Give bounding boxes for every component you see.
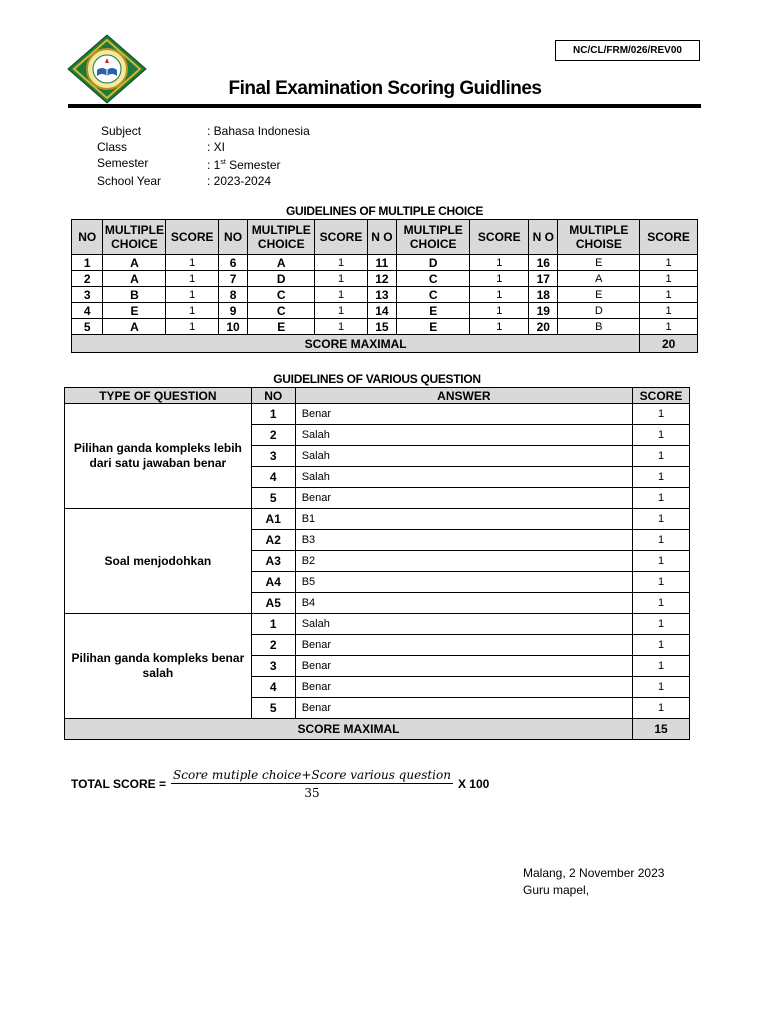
info-class: Class : XI [97,140,226,154]
mc-header-cell: NO [72,220,103,255]
mc-question-number: 5 [72,319,103,335]
info-school-year: School Year : 2023-2024 [97,174,272,188]
mc-score: 1 [470,271,529,287]
mc-question-number: 15 [367,319,396,335]
mc-question-number: 1 [72,255,103,271]
exam-info [97,123,310,189]
mc-score: 1 [315,303,367,319]
mc-header-cell: MULTIPLE CHOICE [248,220,315,255]
question-type: Pilihan ganda kompleks benar salah [65,614,252,719]
various-answer: Benar [295,635,632,656]
mc-answer-key: D [558,303,640,319]
mc-row [72,303,698,319]
mc-answer-key: A [103,255,166,271]
various-row [65,614,690,635]
mc-score: 1 [315,271,367,287]
mc-score-maximal-label: SCORE MAXIMAL [72,335,640,353]
mc-answer-key: D [248,271,315,287]
various-header-cell: TYPE OF QUESTION [65,388,252,404]
mc-score-maximal-value: 20 [640,335,698,353]
signature-block [523,865,664,899]
mc-question-number: 3 [72,287,103,303]
various-question-number: 1 [251,404,295,425]
various-question-number: 4 [251,677,295,698]
various-answer: Benar [295,698,632,719]
mc-score: 1 [640,303,698,319]
various-score: 1 [633,677,690,698]
various-score: 1 [633,467,690,488]
mc-score: 1 [640,319,698,335]
various-question-number: 2 [251,425,295,446]
various-score: 1 [633,488,690,509]
mc-score: 1 [640,271,698,287]
various-score: 1 [633,593,690,614]
page-title: Final Examination Scoring Guidlines [228,78,542,99]
mc-answer-key: E [248,319,315,335]
mc-score: 1 [166,319,218,335]
various-question-number: A3 [251,551,295,572]
various-question-number: 4 [251,467,295,488]
various-question-number: A1 [251,509,295,530]
various-row [65,404,690,425]
various-question-number: 3 [251,446,295,467]
mc-answer-key: A [558,271,640,287]
mc-answer-key: E [397,303,470,319]
mc-header-cell: MULTIPLE CHOICE [103,220,166,255]
signature-place-date: Malang, 2 November 2023 [523,866,665,880]
mc-row [72,319,698,335]
various-score: 1 [633,635,690,656]
mc-section-title: GUIDELINES OF MULTIPLE CHOICE [285,204,484,218]
various-score: 1 [633,530,690,551]
question-type: Soal menjodohkan [65,509,252,614]
various-question-number: 5 [251,488,295,509]
mc-question-number: 8 [218,287,247,303]
mc-score: 1 [470,255,529,271]
various-question-number: A5 [251,593,295,614]
various-question-number: A4 [251,572,295,593]
document-code: NC/CL/FRM/026/REV00 [555,40,700,61]
various-answer: B1 [295,509,632,530]
mc-score: 1 [470,303,529,319]
mc-question-number: 6 [218,255,247,271]
various-answer: Benar [295,656,632,677]
various-score: 1 [633,614,690,635]
title-divider [68,104,701,108]
mc-score: 1 [640,287,698,303]
mc-answer-key: E [558,255,640,271]
mc-score: 1 [315,255,367,271]
various-answer: B5 [295,572,632,593]
various-answer: Salah [295,425,632,446]
mc-score: 1 [166,271,218,287]
formula-label: TOTAL SCORE = [71,777,167,791]
various-score: 1 [633,509,690,530]
mc-row [72,255,698,271]
various-question-number: A2 [251,530,295,551]
various-score-maximal-value: 15 [633,719,690,740]
various-question-table [64,387,690,740]
mc-question-number: 11 [367,255,396,271]
mc-header-cell: SCORE [470,220,529,255]
various-question-number: 1 [251,614,295,635]
mc-header-cell: MULTIPLE CHOISE [558,220,640,255]
various-header-cell: ANSWER [295,388,632,404]
mc-question-number: 10 [218,319,247,335]
mc-question-number: 2 [72,271,103,287]
mc-answer-key: C [397,287,470,303]
mc-question-number: 13 [367,287,396,303]
mc-answer-key: C [248,303,315,319]
mc-answer-key: A [103,319,166,335]
mc-question-number: 20 [529,319,558,335]
various-row [65,509,690,530]
various-answer: Benar [295,677,632,698]
school-logo [67,34,147,104]
mc-question-number: 4 [72,303,103,319]
various-answer: Benar [295,404,632,425]
mc-answer-key: B [103,287,166,303]
various-section-title: GUIDELINES OF VARIOUS QUESTION [273,372,481,386]
various-score: 1 [633,425,690,446]
total-score-formula [71,768,489,800]
mc-question-number: 16 [529,255,558,271]
mc-answer-key: B [558,319,640,335]
mc-answer-key: A [103,271,166,287]
mc-header-cell: SCORE [166,220,218,255]
various-score: 1 [633,551,690,572]
various-score: 1 [633,404,690,425]
mc-question-number: 19 [529,303,558,319]
info-semester: Semester : 1st Semester [97,156,281,172]
various-answer: B3 [295,530,632,551]
mc-score: 1 [166,255,218,271]
mc-question-number: 17 [529,271,558,287]
mc-header-cell: MULTIPLE CHOICE [397,220,470,255]
mc-score: 1 [166,287,218,303]
various-score-maximal-label: SCORE MAXIMAL [65,719,633,740]
various-answer: B2 [295,551,632,572]
mc-row [72,287,698,303]
various-score: 1 [633,572,690,593]
various-question-number: 3 [251,656,295,677]
multiple-choice-table [71,219,698,353]
mc-header-cell: N O [529,220,558,255]
mc-answer-key: A [248,255,315,271]
mc-question-number: 18 [529,287,558,303]
formula-multiplier: X 100 [457,777,490,791]
mc-score: 1 [315,319,367,335]
formula-denominator: 35 [304,786,320,800]
mc-question-number: 14 [367,303,396,319]
mc-score: 1 [470,287,529,303]
formula-numerator: Score mutiple choice+Score various question [173,768,451,782]
various-header-cell: NO [251,388,295,404]
various-score: 1 [633,656,690,677]
mc-header-cell: SCORE [640,220,698,255]
mc-question-number: 7 [218,271,247,287]
mc-question-number: 9 [218,303,247,319]
mc-score: 1 [166,303,218,319]
various-answer: Salah [295,446,632,467]
various-answer: Benar [295,488,632,509]
question-type: Pilihan ganda kompleks lebih dari satu jawaban benar [65,404,252,509]
mc-answer-key: E [103,303,166,319]
mc-answer-key: C [248,287,315,303]
mc-answer-key: E [558,287,640,303]
various-score: 1 [633,698,690,719]
mc-header-cell: NO [218,220,247,255]
various-question-number: 5 [251,698,295,719]
mc-row [72,271,698,287]
mc-answer-key: D [397,255,470,271]
mc-answer-key: C [397,271,470,287]
various-answer: Salah [295,614,632,635]
formula-fraction [171,768,453,800]
info-subject: Subject : Bahasa Indonesia [101,124,310,138]
mc-score: 1 [315,287,367,303]
various-score: 1 [633,446,690,467]
various-answer: Salah [295,467,632,488]
various-answer: B4 [295,593,632,614]
mc-question-number: 12 [367,271,396,287]
mc-header-cell: SCORE [315,220,367,255]
mc-score: 1 [640,255,698,271]
mc-header-cell: N O [367,220,396,255]
mc-answer-key: E [397,319,470,335]
signature-role: Guru mapel, [523,883,590,897]
mc-score: 1 [470,319,529,335]
various-question-number: 2 [251,635,295,656]
various-header-cell: SCORE [633,388,690,404]
